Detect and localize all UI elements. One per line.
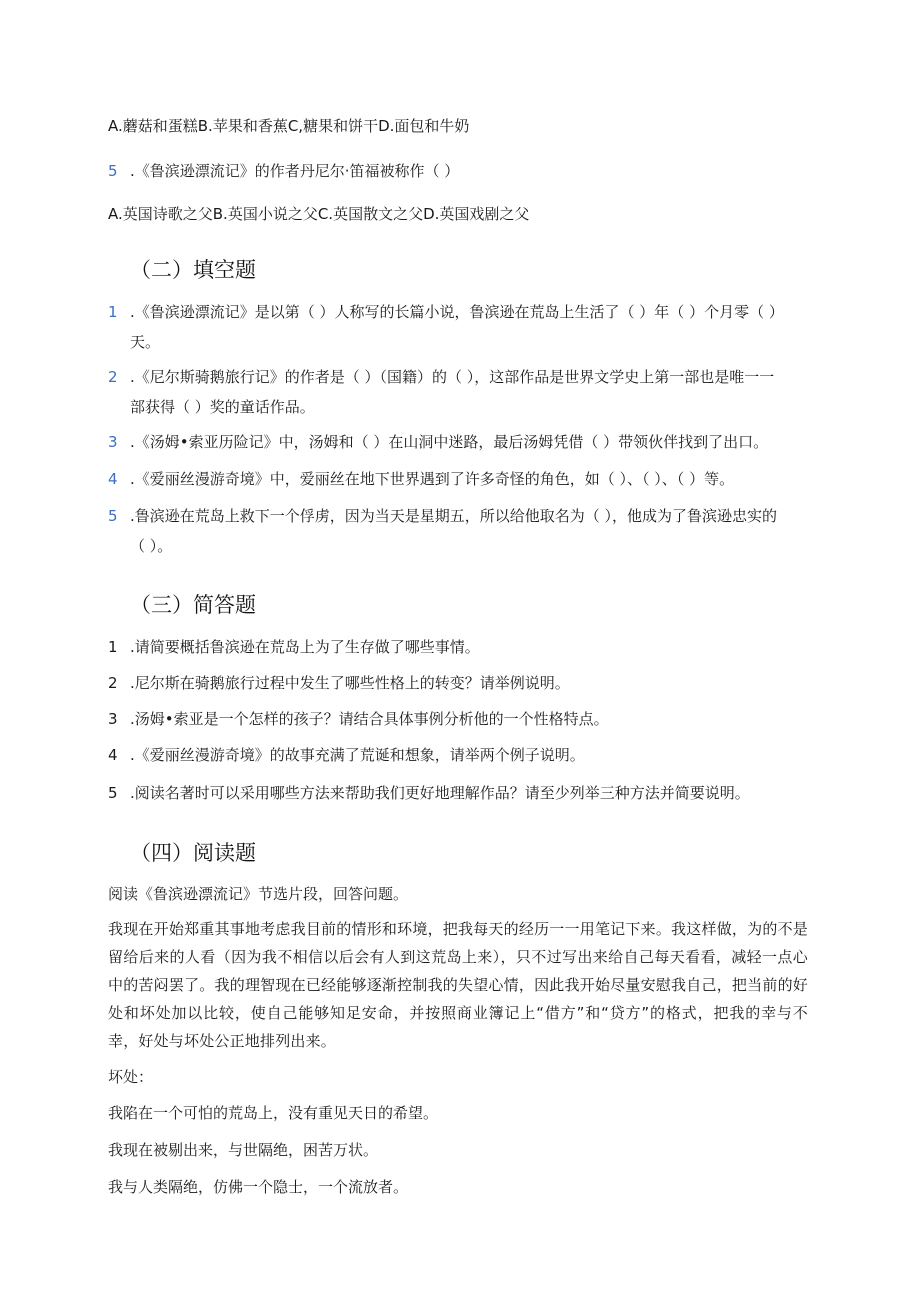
fill-item-5 [108,506,777,526]
question-text: .《汤姆•索亚历险记》中，汤姆和（ ）在山洞中迷路，最后汤姆凭借（ ）带领伙伴找到了出口。 [130,433,769,451]
fill-item-4 [108,469,734,489]
short-item-4 [108,745,585,765]
question-text: .汤姆•索亚是一个怎样的孩子？请结合具体事例分析他的一个性格特点。 [130,710,609,728]
question-number: 1 [108,303,118,321]
question-text: .《鲁滨逊漂流记》的作者丹尼尔·笛福被称作（ ） [130,162,460,180]
question-text: .尼尔斯在骑鹅旅行过程中发生了哪些性格上的转变？请举例说明。 [130,674,570,692]
question-number: 4 [108,470,118,488]
reading-intro: 阅读《鲁滨逊漂流记》节选片段，回答问题。 [108,885,409,903]
short-item-5 [108,783,750,803]
question-number: 2 [108,368,118,386]
question-text: .鲁滨逊在荒岛上救下一个俘虏，因为当天是星期五，所以给他取名为（ ），他成为了鲁滨逊忠实的 [130,507,778,525]
mc-q5 [108,161,459,181]
fill-item-2 [108,367,774,387]
fill-item-1-continued: 天。 [130,333,161,351]
question-number: 5 [108,784,118,802]
short-item-3 [108,709,609,729]
question-text: .《爱丽丝漫游奇境》的故事充满了荒诞和想象，请举两个例子说明。 [130,746,585,764]
mc-q5-options: A.英国诗歌之父B.英国小说之父C.英国散文之父D.英国戏剧之父 [108,205,530,223]
question-number: 1 [108,638,118,656]
reading-passage: 我现在开始郑重其事地考虑我目前的情形和环境，把我每天的经历一一用笔记下来。我这样做，为的不是留给后来的人看（因为我不相信以后会有人到这荒岛上来），只不过写出来给自己每天看看，减轻一点心中的苦闷罢了。我的理智现在已经能够逐渐控制我的失望心情，因此我开始尽量安慰我自己，把当前的好处和坏处加以比较，使自己能够知足安命，并按照商业簿记上“借方”和“贷方”的格式，把我的幸与不幸，好处与坏处公正地排列出来。 [108,920,808,1050]
question-number: 4 [108,746,118,764]
fill-item-1 [108,302,784,322]
section-title-short-answer: （三）简答题 [130,593,256,617]
question-text: .《爱丽丝漫游奇境》中，爱丽丝在地下世界遇到了许多奇怪的角色，如（ ）、（ ）、（ ）等。 [130,470,735,488]
question-text: .阅读名著时可以采用哪些方法来帮助我们更好地理解作品？请至少列举三种方法并简要说明。 [130,784,750,802]
question-number: 5 [108,162,118,180]
question-text: .请简要概括鲁滨逊在荒岛上为了生存做了哪些事情。 [130,638,480,656]
question-number: 3 [108,433,118,451]
mc-q4-options: A.蘑菇和蛋糕B.苹果和香蕉C,糖果和饼干D.面包和牛奶 [108,117,470,135]
fill-item-5-continued: （ ）。 [130,537,173,555]
bad-item: 我与人类隔绝，仿佛一个隐士，一个流放者。 [108,1178,409,1196]
short-item-1 [108,637,480,657]
question-text: .《尼尔斯骑鹅旅行记》的作者是（ ）（国籍）的（ ），这部作品是世界文学史上第一部也是唯一一 [130,368,775,386]
section-title-fill-blank: （二）填空题 [130,258,256,282]
question-number: 3 [108,710,118,728]
short-item-2 [108,673,570,693]
bad-label: 坏处： [108,1068,154,1086]
fill-item-3 [108,432,768,452]
bad-item: 我陷在一个可怕的荒岛上，没有重见天日的希望。 [108,1104,439,1122]
question-number: 5 [108,507,118,525]
section-title-reading: （四）阅读题 [130,841,256,865]
question-text: .《鲁滨逊漂流记》是以第（ ）人称写的长篇小说，鲁滨逊在荒岛上生活了（ ）年（ ）个月零（ ） [130,303,784,321]
bad-item: 我现在被剔出来，与世隔绝，困苦万状。 [108,1141,379,1159]
fill-item-2-continued: 部获得（ ）奖的童话作品。 [130,398,315,416]
question-number: 2 [108,674,118,692]
